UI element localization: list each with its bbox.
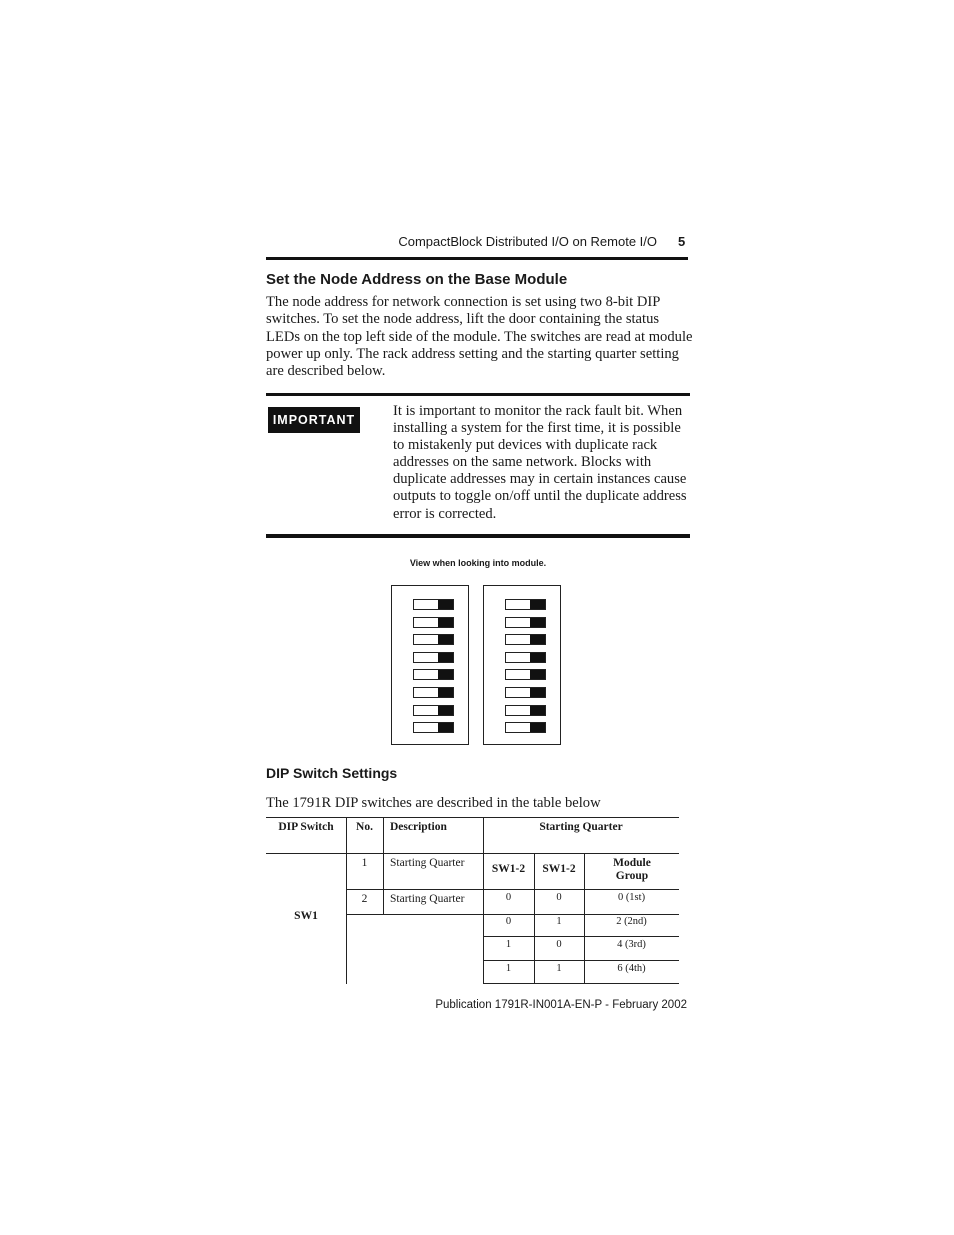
table-cell: 0	[505, 916, 512, 927]
dip-switch-knob	[530, 723, 545, 732]
table-subheader-sw1-2-b: SW1-2	[542, 863, 576, 875]
table-rule	[266, 853, 679, 854]
table-header-no: No.	[356, 821, 373, 833]
important-top-rule	[266, 393, 690, 396]
dip-switch-7	[413, 705, 454, 716]
important-text: It is important to monitor the rack fault bit. When installing a system for the first time, it is possible to mistakenly put devices with duplicate rack addresses on the same network. Blocks with duplicate addresses may in certain instances cause outputs to toggle on/off until the duplicate address error is corrected.	[393, 403, 687, 522]
dip-switch-2	[505, 617, 546, 628]
subsection-title: DIP Switch Settings	[266, 765, 398, 781]
table-rule	[346, 914, 679, 915]
header-rule	[266, 257, 688, 260]
table-cell: 6 (4th)	[617, 963, 646, 974]
dip-switch-7	[505, 705, 546, 716]
table-rule	[266, 817, 679, 818]
dip-switch-6	[413, 687, 454, 698]
dip-switch-8	[505, 722, 546, 733]
table-cell: 1	[556, 963, 562, 974]
table-cell: 1	[505, 963, 512, 974]
section-title: Set the Node Address on the Base Module	[266, 271, 568, 288]
table-rule	[483, 960, 679, 961]
table-cell: 0	[556, 892, 562, 903]
dip-switch-5	[505, 669, 546, 680]
dip-switch-knob	[438, 706, 453, 715]
dip-switch-knob	[530, 600, 545, 609]
table-intro: The 1791R DIP switches are described in the table below	[266, 795, 601, 811]
dip-switch-knob	[530, 688, 545, 697]
table-rule	[483, 936, 679, 937]
dip-switch-knob	[530, 670, 545, 679]
dip-switch-knob	[438, 618, 453, 627]
dip-switch-3	[505, 634, 546, 645]
dip-switch-knob	[438, 600, 453, 609]
table-row-1-description: Starting Quarter	[390, 857, 465, 869]
table-dip-switch-label: SW1	[294, 910, 318, 922]
dip-switch-knob	[530, 706, 545, 715]
important-badge: IMPORTANT	[268, 407, 360, 433]
table-cell: 0 (1st)	[617, 892, 646, 903]
dip-switch-knob	[438, 688, 453, 697]
table-cell: 0	[505, 892, 512, 903]
publication-footer: Publication 1791R-IN001A-EN-P - February 2002	[435, 999, 687, 1011]
dip-switch-knob	[438, 635, 453, 644]
table-subheader-module-group: Module Group	[613, 857, 651, 882]
dip-switch-knob	[530, 635, 545, 644]
table-header-description: Description	[390, 821, 447, 833]
table-row-2-no: 2	[361, 893, 368, 905]
dip-switch-knob	[438, 653, 453, 662]
diagram-caption: View when looking into module.	[409, 558, 547, 568]
table-cell: 1	[556, 916, 562, 927]
dip-switch-3	[413, 634, 454, 645]
table-rule	[346, 889, 679, 890]
dip-switch-table	[266, 817, 679, 984]
dip-switch-knob	[438, 723, 453, 732]
table-cell: 4 (3rd)	[617, 939, 646, 950]
dip-switch-4	[413, 652, 454, 663]
table-header-dip-switch: DIP Switch	[278, 821, 334, 833]
table-row-1-no: 1	[361, 857, 368, 869]
important-bottom-rule	[266, 534, 690, 538]
table-subheader-sw1-2-a: SW1-2	[491, 863, 526, 875]
dip-switch-knob	[530, 653, 545, 662]
dip-switch-2	[413, 617, 454, 628]
intro-paragraph: The node address for network connection is set using two 8-bit DIP switches. To set the node address, lift the door containing the status LEDs on the top left side of the module. The switches are read at module power up only. The rack address setting and the starting quarter setting are described below.	[266, 294, 693, 380]
table-rule	[483, 983, 679, 984]
dip-switch-block-2	[483, 585, 561, 745]
table-header-starting-quarter: Starting Quarter	[539, 821, 623, 833]
table-cell: 0	[556, 939, 562, 950]
dip-switch-knob	[438, 670, 453, 679]
running-header: CompactBlock Distributed I/O on Remote I/O	[398, 234, 657, 249]
dip-switch-8	[413, 722, 454, 733]
table-cell: 1	[505, 939, 512, 950]
dip-switch-1	[413, 599, 454, 610]
table-cell: 2 (2nd)	[616, 916, 647, 927]
dip-switch-4	[505, 652, 546, 663]
page-number: 5	[678, 234, 686, 249]
dip-switch-1	[505, 599, 546, 610]
table-rule	[383, 817, 384, 915]
dip-switch-6	[505, 687, 546, 698]
dip-switch-knob	[530, 618, 545, 627]
dip-switch-block-1	[391, 585, 469, 745]
dip-switch-5	[413, 669, 454, 680]
table-row-2-description: Starting Quarter	[390, 893, 465, 905]
